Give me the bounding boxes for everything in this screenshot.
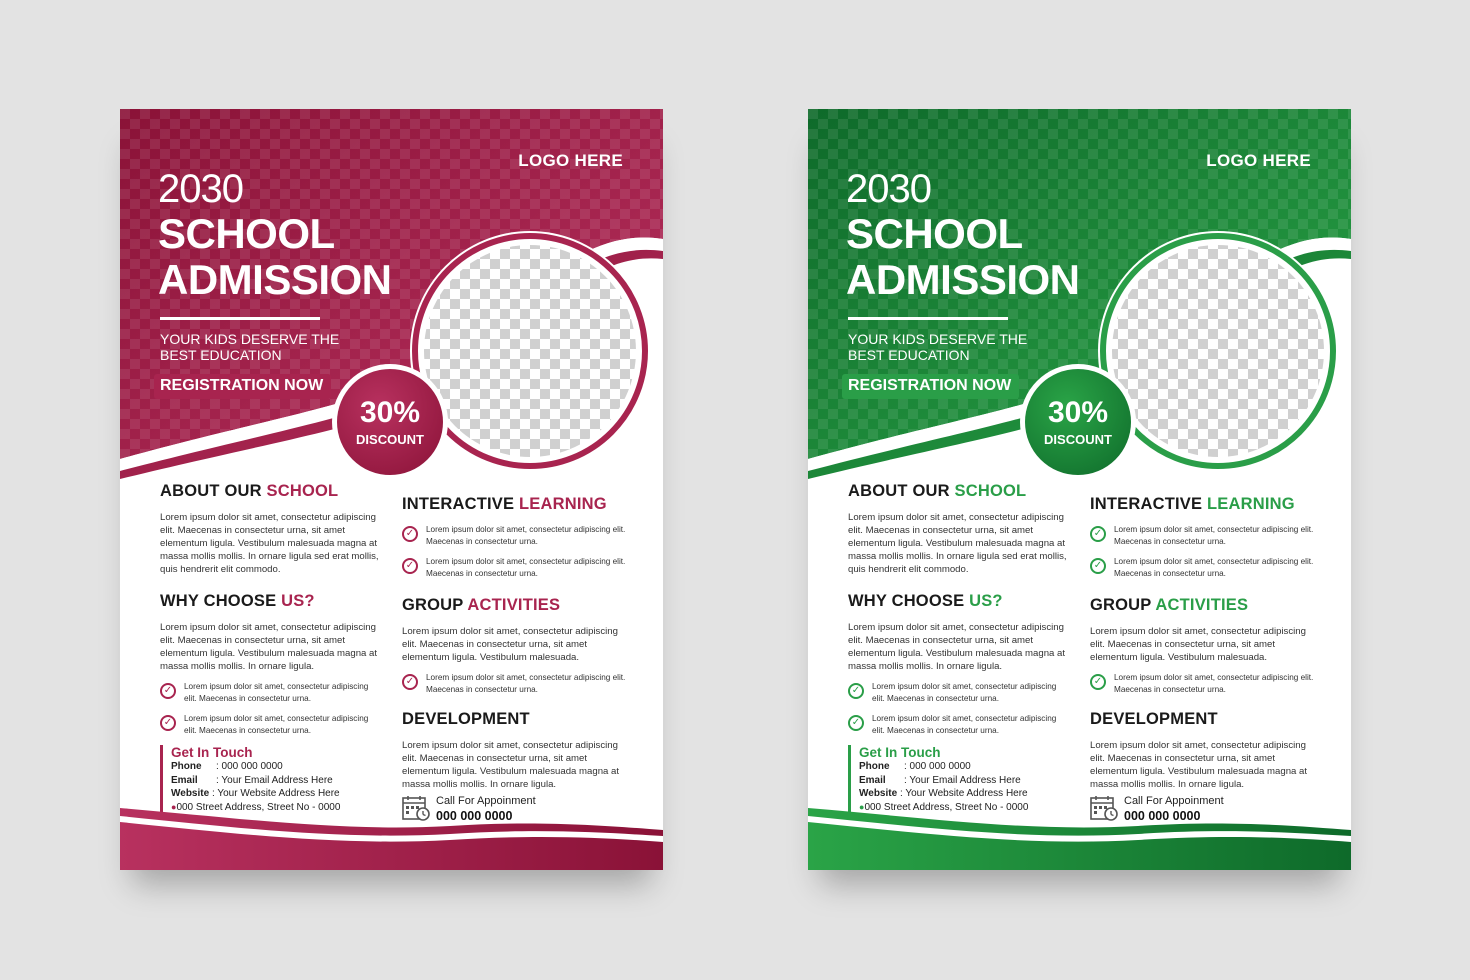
group-heading-main: GROUP	[1090, 596, 1152, 614]
email-value: : Your Email Address Here	[216, 774, 333, 786]
phone-row	[859, 760, 1028, 774]
check-circle-icon: ✓	[402, 674, 418, 690]
email-value: : Your Email Address Here	[904, 774, 1021, 786]
group-text: Lorem ipsum dolor sit amet, consectetur adipiscing elit. Maecenas in consectetur urna, sit amet elementum ligula. Vestibulum malesuada.	[402, 626, 618, 663]
flyer-red	[120, 109, 663, 870]
title-line-2: ADMISSION	[846, 256, 1080, 303]
phone-value: : 000 000 0000	[904, 761, 971, 772]
group-heading-accent: ACTIVITIES	[1155, 596, 1249, 614]
email-label: Email	[171, 774, 198, 786]
list-item	[160, 713, 382, 737]
group-heading	[402, 596, 626, 615]
development-text: Lorem ipsum dolor sit amet, consectetur adipiscing elit. Maecenas in consectetur urna, sit amet elementum ligula. Vestibulum malesuada magna at massa mollis mollis. In ornare ligula.	[1090, 740, 1308, 790]
tagline-line-1: YOUR KIDS DESERVE THE	[848, 331, 1028, 347]
footer-wave	[120, 800, 663, 870]
list-item	[1090, 556, 1314, 580]
website-label: Website	[171, 788, 210, 799]
title-line-2: ADMISSION	[158, 256, 392, 303]
interactive-heading-main: INTERACTIVE	[1090, 495, 1203, 513]
discount-badge	[332, 364, 448, 480]
list-item	[1090, 672, 1314, 696]
title-line-1: SCHOOL	[158, 210, 335, 257]
tagline	[848, 331, 1048, 363]
website-value: : Your Website Address Here	[211, 788, 340, 799]
about-text: Lorem ipsum dolor sit amet, consectetur adipiscing elit. Maecenas in consectetur urna, sit amet elementum ligula. Vestibulum malesuada magna at massa mollis mollis. In ornare ligula sed erat mollis, quis hendrerit elit commodo.	[160, 512, 379, 575]
check-text: Lorem ipsum dolor sit amet, consectetur adipiscing elit. Maecenas in consectetur urna.	[426, 557, 626, 578]
phone-label: Phone	[859, 761, 890, 772]
interactive-heading	[402, 495, 626, 514]
list-item	[402, 672, 626, 696]
check-circle-icon: ✓	[848, 715, 864, 731]
email-label: Email	[859, 774, 886, 786]
registration-button[interactable]: REGISTRATION NOW	[154, 374, 331, 399]
call-number[interactable]: 000 000 0000	[1124, 809, 1201, 823]
development-heading: DEVELOPMENT	[1090, 710, 1218, 728]
check-circle-icon: ✓	[160, 683, 176, 699]
about-heading	[848, 482, 1070, 501]
call-label: Call For Appoinment	[1124, 795, 1224, 807]
title-line-1: SCHOOL	[846, 210, 1023, 257]
left-column	[848, 482, 1070, 737]
contact-heading: Get In Touch	[859, 745, 941, 760]
website-row	[171, 787, 340, 801]
contact-heading: Get In Touch	[171, 745, 253, 760]
discount-label: DISCOUNT	[356, 432, 424, 447]
website-row	[859, 787, 1028, 801]
check-circle-icon: ✓	[1090, 526, 1106, 542]
list-item	[160, 681, 382, 705]
tagline-line-2: BEST EDUCATION	[160, 347, 282, 363]
left-column	[160, 482, 382, 737]
interactive-heading	[1090, 495, 1314, 514]
check-text: Lorem ipsum dolor sit amet, consectetur adipiscing elit. Maecenas in consectetur urna.	[184, 714, 369, 735]
email-row	[859, 774, 1028, 788]
discount-badge-inner	[337, 369, 443, 475]
check-circle-icon: ✓	[160, 715, 176, 731]
phone-value: : 000 000 0000	[216, 761, 283, 772]
check-circle-icon: ✓	[1090, 558, 1106, 574]
check-circle-icon: ✓	[848, 683, 864, 699]
website-value: : Your Website Address Here	[899, 788, 1028, 799]
website-label: Website	[859, 788, 898, 799]
list-item	[848, 681, 1070, 705]
why-heading-main: WHY CHOOSE	[848, 592, 965, 610]
about-heading-main: ABOUT OUR	[848, 482, 950, 500]
right-column	[1090, 495, 1314, 791]
check-text: Lorem ipsum dolor sit amet, consectetur adipiscing elit. Maecenas in consectetur urna.	[184, 682, 369, 703]
phone-label: Phone	[171, 761, 202, 772]
why-heading-accent: US?	[281, 592, 315, 610]
list-item	[848, 713, 1070, 737]
footer-wave	[808, 800, 1351, 870]
registration-button[interactable]: REGISTRATION NOW	[842, 374, 1019, 399]
call-label: Call For Appoinment	[436, 795, 536, 807]
interactive-heading-main: INTERACTIVE	[402, 495, 515, 513]
logo-placeholder: LOGO HERE	[518, 151, 623, 170]
tagline-line-1: YOUR KIDS DESERVE THE	[160, 331, 340, 347]
why-text: Lorem ipsum dolor sit amet, consectetur adipiscing elit. Maecenas in consectetur urna, sit amet elementum ligula. Vestibulum malesuada magna at massa mollis mollis. In ornare ligula.	[848, 622, 1066, 672]
check-text: Lorem ipsum dolor sit amet, consectetur adipiscing elit. Maecenas in consectetur urna.	[872, 714, 1057, 735]
call-number[interactable]: 000 000 0000	[436, 809, 513, 823]
check-text: Lorem ipsum dolor sit amet, consectetur adipiscing elit. Maecenas in consectetur urna.	[872, 682, 1057, 703]
right-column	[402, 495, 626, 791]
group-heading	[1090, 596, 1314, 615]
about-text: Lorem ipsum dolor sit amet, consectetur adipiscing elit. Maecenas in consectetur urna, sit amet elementum ligula. Vestibulum malesuada magna at massa mollis mollis. In ornare ligula sed erat mollis, quis hendrerit elit commodo.	[848, 512, 1067, 575]
phone-row	[171, 760, 340, 774]
why-heading	[160, 592, 382, 611]
development-heading: DEVELOPMENT	[402, 710, 530, 728]
about-heading-main: ABOUT OUR	[160, 482, 262, 500]
tagline-line-2: BEST EDUCATION	[848, 347, 970, 363]
why-heading-accent: US?	[969, 592, 1003, 610]
list-item	[402, 556, 626, 580]
discount-percent: 30%	[359, 396, 421, 429]
discount-percent: 30%	[1047, 396, 1109, 429]
about-heading	[160, 482, 382, 501]
title-divider	[160, 317, 320, 320]
check-text: Lorem ipsum dolor sit amet, consectetur adipiscing elit. Maecenas in consectetur urna.	[426, 525, 626, 546]
check-text: Lorem ipsum dolor sit amet, consectetur adipiscing elit. Maecenas in consectetur urna.	[1114, 525, 1314, 546]
development-text: Lorem ipsum dolor sit amet, consectetur adipiscing elit. Maecenas in consectetur urna, sit amet elementum ligula. Vestibulum malesuada magna at massa mollis mollis. In ornare ligula.	[402, 740, 620, 790]
flyer-title	[846, 211, 1080, 303]
check-text: Lorem ipsum dolor sit amet, consectetur adipiscing elit. Maecenas in consectetur urna.	[1114, 557, 1314, 578]
location-pin-icon: ●	[171, 801, 177, 812]
discount-badge-inner	[1025, 369, 1131, 475]
admission-year: 2030	[158, 167, 243, 211]
admission-year: 2030	[846, 167, 931, 211]
group-text: Lorem ipsum dolor sit amet, consectetur adipiscing elit. Maecenas in consectetur urna, sit amet elementum ligula. Vestibulum malesuada.	[1090, 626, 1306, 663]
title-divider	[848, 317, 1008, 320]
list-item	[402, 524, 626, 548]
flyer-green	[808, 109, 1351, 870]
why-text: Lorem ipsum dolor sit amet, consectetur adipiscing elit. Maecenas in consectetur urna, sit amet elementum ligula. Vestibulum malesuada magna at massa mollis mollis. In ornare ligula.	[160, 622, 378, 672]
tagline	[160, 331, 360, 363]
group-heading-accent: ACTIVITIES	[467, 596, 561, 614]
discount-badge	[1020, 364, 1136, 480]
check-circle-icon: ✓	[1090, 674, 1106, 690]
check-text: Lorem ipsum dolor sit amet, consectetur adipiscing elit. Maecenas in consectetur urna.	[1114, 673, 1314, 694]
logo-placeholder: LOGO HERE	[1206, 151, 1311, 170]
check-text: Lorem ipsum dolor sit amet, consectetur adipiscing elit. Maecenas in consectetur urna.	[426, 673, 626, 694]
list-item	[1090, 524, 1314, 548]
address-value: 000 Street Address, Street No - 0000	[864, 801, 1029, 813]
interactive-heading-accent: LEARNING	[1207, 495, 1295, 513]
interactive-heading-accent: LEARNING	[519, 495, 607, 513]
about-heading-accent: SCHOOL	[954, 482, 1027, 500]
about-heading-accent: SCHOOL	[266, 482, 339, 500]
discount-label: DISCOUNT	[1044, 432, 1112, 447]
address-value: 000 Street Address, Street No - 0000	[176, 801, 341, 813]
why-heading	[848, 592, 1070, 611]
email-row	[171, 774, 340, 788]
flyer-title	[158, 211, 392, 303]
check-circle-icon: ✓	[402, 558, 418, 574]
group-heading-main: GROUP	[402, 596, 464, 614]
check-circle-icon: ✓	[402, 526, 418, 542]
why-heading-main: WHY CHOOSE	[160, 592, 277, 610]
location-pin-icon: ●	[859, 801, 865, 812]
